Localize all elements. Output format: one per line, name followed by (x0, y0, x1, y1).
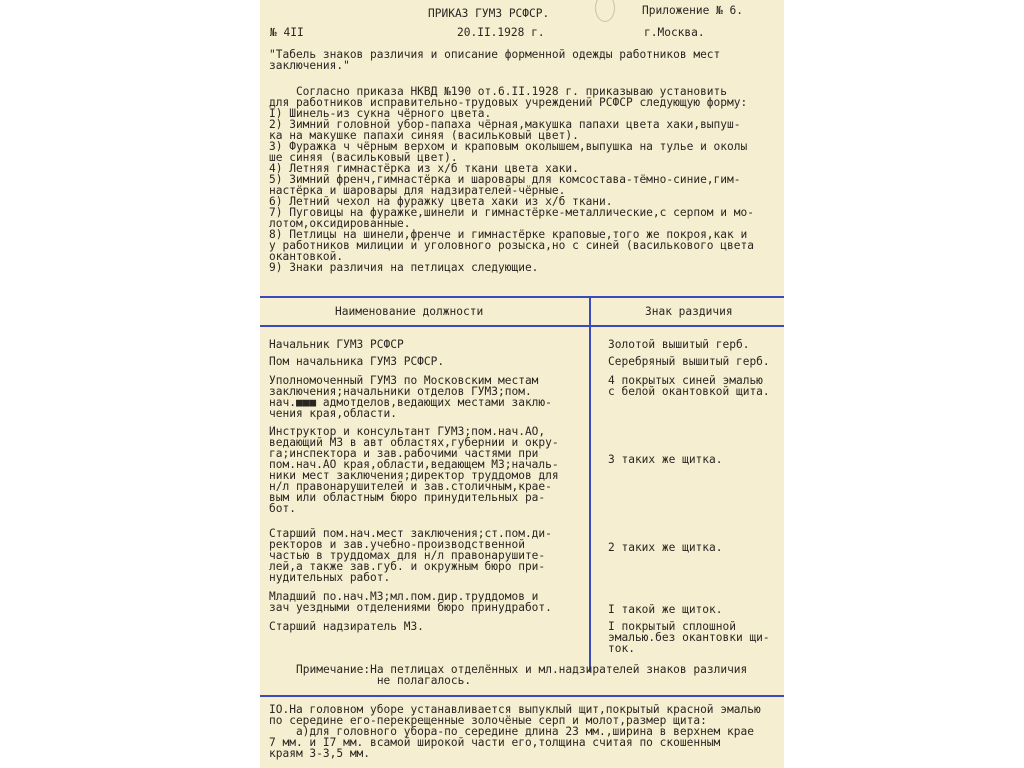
insignia-cell: Золотой вышитый герб. (608, 338, 750, 351)
list-item: 3) Фуражка ч чёрным верхом и краповым околышем,выпушка на тулье и околы ше синяя (васильковый цвет). (269, 140, 748, 164)
list-item: 6) Летний чехол на фуражку цвета хаки из х/б ткани. (269, 195, 613, 208)
position-cell: Начальник ГУМЗ РСФСР (269, 338, 404, 351)
insignia-cell: 3 таких же щитка. (608, 453, 723, 466)
pencil-mark (595, 0, 615, 22)
table-header-rule (260, 325, 784, 327)
item-10-paragraph: IO.На головном уборе устанавливается выпуклый щит,покрытый красной эмалью по середине его-перекрещенные золочёные серп и молот,размер щита: а)для головного убора-по середине длина 23 мм.,ширина в верхнем крае 7 мм. и I7 мм. всамой широкой части его,толщина считая по скошенным краям 3-3,5 мм. (269, 703, 761, 760)
section-rule (260, 695, 784, 697)
table-column-divider (589, 297, 591, 672)
list-item: 2) Зимний головной убор-папаха чёрная,макушка папахи цвета хаки,выпуш- ка на макушке папахи синяя (васильковый цвет). (269, 118, 741, 142)
order-date: 20.II.1928 г. (457, 26, 545, 39)
list-item: 9) Знаки различия на петлицах следующие. (269, 261, 539, 274)
insignia-cell: Серебряный вышитый герб. (608, 355, 770, 368)
list-item: 8) Петлицы на шинели,френче и гимнастёрке краповые,того же покроя,как и у работников милиции и уголовного розыска,но с синей (василькового цвета окантовкой. (269, 228, 754, 263)
insignia-cell: I такой же щиток. (608, 603, 723, 616)
order-title: ПРИКАЗ ГУМЗ РСФСР. (428, 7, 550, 20)
list-item: 4) Летняя гимнастёрка из х/б ткани цвета хаки. (269, 162, 579, 175)
document-title: "Табель знаков различия и описание форменной одежды работников мест заключения." (269, 48, 721, 72)
position-cell: Уполномоченный ГУМЗ по Московским местам заключения;начальники отделов ГУМЗ;пом. нач.■■■ адмотделов,ведающих местами заклю- чения края,области. (269, 374, 552, 420)
list-item: 7) Пуговицы на фуражке,шинели и гимнастёрке-металлические,с серпом и мо- лотом,оксидированные. (269, 206, 754, 230)
list-item: I) Шинель-из сукна чёрного цвета. (269, 107, 492, 120)
order-number: № 4II (270, 26, 304, 39)
position-cell: Младший по.нач.МЗ;мл.пом.дир.труддомов и зач уездными отделениями бюро принудработ. (269, 590, 552, 614)
intro-paragraph: Согласно приказа НКВД №190 от.6.II.1928 г. приказываю установить для работников исправительно-трудовых учреждений РСФСР следующую форму: (269, 85, 748, 109)
position-cell: Пом начальника ГУМЗ РСФСР. (269, 355, 445, 368)
insignia-cell: I покрытый сплошной эмалью.без окантовки щи- ток. (608, 620, 770, 655)
position-cell: Старший пом.нач.мест заключения;ст.пом.ди- ректоров и зав.учебно-производственной частью в труддомах для н/л правонарушите- лей,а также зав.губ. и окружным бюро при- нудительных работ. (269, 527, 552, 584)
list-item: 5) Зимний френч,гимнастёрка и шаровары для комсостава-тёмно-синие,гим- настёрка и шаровары для надзирателей-чёрные. (269, 173, 741, 197)
order-city: г.Москва. (644, 26, 705, 39)
table-header-position: Наименование должности (335, 305, 484, 318)
table-top-rule (260, 296, 784, 298)
table-note: Примечание:На петлицах отделённых и мл.надзирателей знаков различия не полагалось. (296, 663, 748, 687)
position-cell: Старший надзиратель МЗ. (269, 620, 424, 633)
table-header-insignia: Знак раздичия (645, 305, 733, 318)
document-page (260, 0, 784, 768)
position-cell: Инструктор и консультант ГУМЗ;пом.нач.АО, ведающий МЗ в авт областях,губернии и окру- га;инспектора и зав.рабочими частями при пом.нач.АО края,области,ведающем МЗ;началь- ники мест заключения;директор труддомов для н/л правонарушителей и зав.столичным,крае- вым или областным бюро принудительных ра- бот. (269, 425, 559, 515)
insignia-cell: 2 таких же щитка. (608, 541, 723, 554)
appendix-label: Приложение № 6. (642, 4, 744, 17)
insignia-cell: 4 покрытых синей эмалью с белой окантовкой щита. (608, 374, 770, 398)
